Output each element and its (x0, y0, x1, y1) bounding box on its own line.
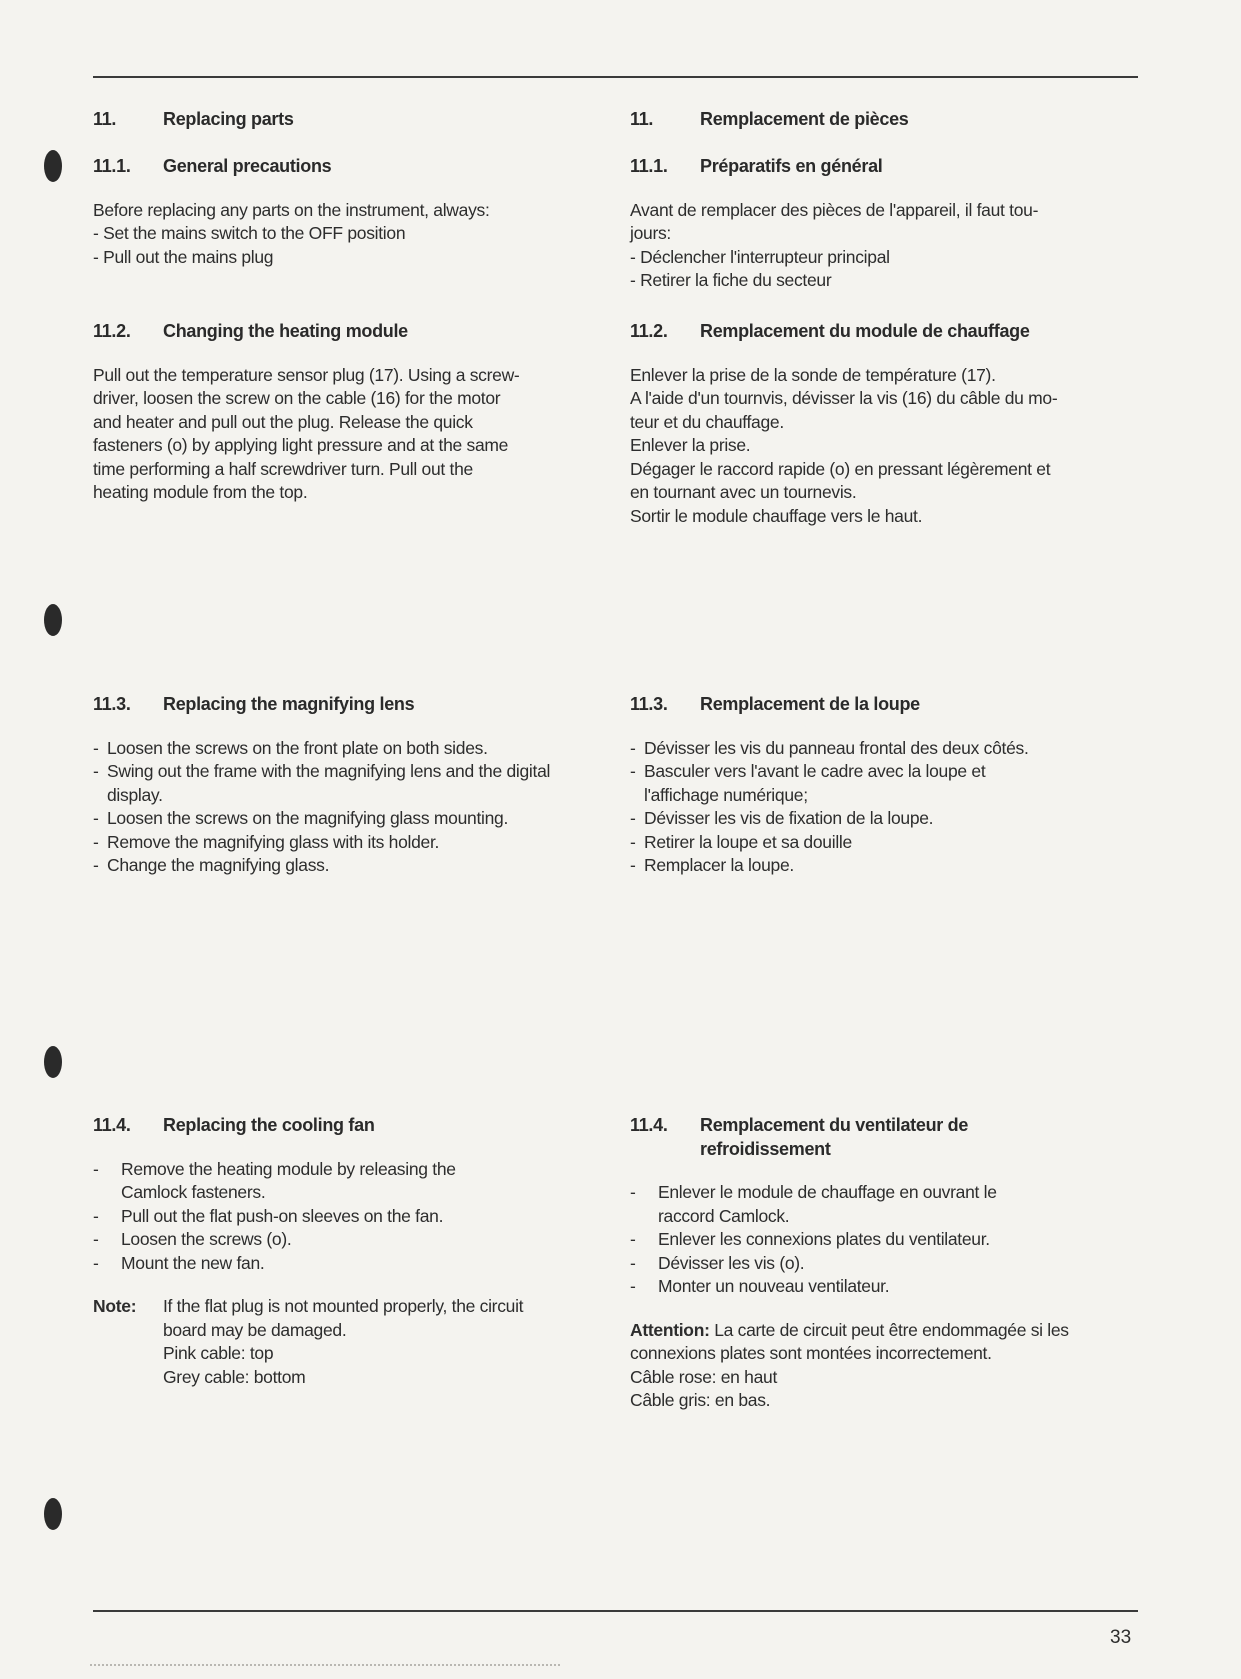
fr-heading-main (630, 108, 1120, 132)
heading-title: Préparatifs en général (700, 156, 883, 176)
attention-text: La carte de circuit peut être endommagée si les connexions plates sont montées incorrectement. (630, 1319, 1069, 1363)
text-line: board may be damaged. (163, 1319, 347, 1340)
en-heading-fan (93, 1114, 583, 1138)
list-item: - Mount the new fan. (93, 1252, 513, 1276)
fr-precautions-text (630, 199, 1120, 293)
heading-title: Replacing the cooling fan (163, 1115, 375, 1135)
list-item: - Loosen the screws (o). (93, 1228, 513, 1252)
list-item: - Enlever les connexions plates du ventilateur. (630, 1228, 1050, 1252)
fr-fan-steps (630, 1181, 1050, 1299)
note-body (163, 1295, 583, 1389)
text-line: and heater and pull out the plug. Release the quick (93, 411, 473, 432)
fr-heating-text (630, 364, 1120, 529)
heading-number: 11.2. (630, 321, 668, 341)
list-item: - Dévisser les vis du panneau frontal des deux côtés. (630, 737, 1120, 761)
text-line: Câble gris: en bas. (630, 1390, 771, 1410)
note-label: Note: (93, 1296, 137, 1316)
heading-title-line: Remplacement du ventilateur de (700, 1115, 969, 1135)
text-line: - Set the mains switch to the OFF position (93, 223, 406, 243)
list-item: - Monter un nouveau ventilateur. (630, 1275, 1050, 1299)
bottom-rule (93, 1610, 1138, 1612)
en-heading-precautions (93, 155, 583, 179)
attention-label: Attention: (630, 1319, 710, 1340)
text-line: Enlever la prise. (630, 435, 751, 455)
list-item: - Remplacer la loupe. (630, 854, 1120, 878)
heading-title: Remplacement du module de chauffage (700, 321, 1030, 341)
binder-hole (44, 1498, 62, 1530)
text-line: time performing a half screwdriver turn. Pull out the (93, 458, 473, 479)
en-precautions-text (93, 199, 583, 270)
heading-title: General precautions (163, 156, 332, 176)
text-line: fasteners (o) by applying light pressure and at the same (93, 435, 509, 455)
en-lens-steps (93, 737, 583, 878)
list-item: - Basculer vers l'avant le cadre avec la loupe et l'affichage numérique; (630, 760, 1044, 807)
list-item: - Pull out the flat push-on sleeves on the fan. (93, 1205, 513, 1229)
heading-title: Replacing the magnifying lens (163, 694, 415, 714)
text-line: driver, loosen the screw on the cable (16) for the motor (93, 388, 501, 408)
list-item: - Change the magnifying glass. (93, 854, 583, 878)
text-line: If the flat plug is not mounted properly, the circuit (163, 1296, 524, 1316)
fr-heading-heating (630, 320, 1120, 344)
fr-heading-precautions (630, 155, 1120, 179)
text-line: Pull out the temperature sensor plug (17). Using a screw- (93, 364, 520, 385)
en-section-main (93, 108, 583, 152)
en-heating-text (93, 364, 583, 505)
list-item: - Swing out the frame with the magnifying lens and the digital display. (93, 760, 567, 807)
fr-lens-steps (630, 737, 1120, 878)
list-item: - Dévisser les vis de fixation de la loupe. (630, 807, 1120, 831)
fr-section-heating (630, 320, 1120, 528)
text-line: heating module from the top. (93, 482, 308, 502)
en-heading-heating (93, 320, 583, 344)
text-line: jours: (630, 223, 671, 243)
en-section-fan (93, 1114, 583, 1389)
fr-heading-lens (630, 693, 1120, 717)
text-line: Enlever la prise de la sonde de température (17). (630, 364, 996, 385)
text-line: Câble rose: en haut (630, 1366, 778, 1387)
en-fan-steps (93, 1158, 513, 1276)
heading-number: 11.3. (630, 694, 668, 714)
list-item: - Loosen the screws on the magnifying glass mounting. (93, 807, 583, 831)
text-line: Dégager le raccord rapide (o) en pressant légèrement et (630, 458, 1051, 479)
en-section-precautions (93, 155, 583, 269)
text-line: Before replacing any parts on the instrument, always: (93, 199, 490, 220)
heading-number: 11. (93, 109, 117, 129)
heading-number: 11. (630, 109, 654, 129)
heading-title: Changing the heating module (163, 321, 408, 341)
en-section-lens (93, 693, 583, 878)
text-line: Pink cable: top (163, 1343, 274, 1363)
text-line: Sortir le module chauffage vers le haut. (630, 505, 923, 526)
fr-section-main (630, 108, 1120, 152)
en-heading-lens (93, 693, 583, 717)
heading-number: 11.4. (630, 1115, 668, 1135)
heading-title (700, 1114, 1120, 1161)
fr-section-precautions (630, 155, 1120, 293)
text-line: A l'aide d'un tournvis, dévisser la vis (16) du câble du mo- (630, 388, 1058, 408)
heading-title-line: refroidissement (700, 1138, 831, 1159)
en-fan-note (93, 1295, 583, 1389)
text-line: en tournant avec un tournevis. (630, 482, 857, 502)
scan-smudge (90, 1664, 560, 1669)
text-line: - Déclencher l'interrupteur principal (630, 246, 890, 267)
fr-section-fan (630, 1114, 1120, 1413)
text-line: - Retirer la fiche du secteur (630, 270, 832, 290)
list-item: - Retirer la loupe et sa douille (630, 831, 1120, 855)
top-rule (93, 76, 1138, 78)
list-item: - Enlever le module de chauffage en ouvrant le raccord Camlock. (630, 1181, 1050, 1228)
binder-hole (44, 150, 62, 182)
list-item: - Remove the heating module by releasing the Camlock fasteners. (93, 1158, 513, 1205)
heading-title: Remplacement de la loupe (700, 694, 920, 714)
binder-hole (44, 1046, 62, 1078)
heading-number: 11.1. (630, 156, 668, 176)
heading-number: 11.2. (93, 321, 131, 341)
heading-number: 11.4. (93, 1115, 131, 1135)
list-item: - Dévisser les vis (o). (630, 1252, 1050, 1276)
text-line: teur et du chauffage. (630, 411, 784, 432)
heading-number: 11.3. (93, 694, 131, 714)
fr-fan-attention (630, 1319, 1120, 1413)
text-line: Grey cable: bottom (163, 1366, 306, 1387)
en-section-heating (93, 320, 583, 505)
heading-title: Remplacement de pièces (700, 109, 909, 129)
en-heading-main (93, 108, 583, 132)
binder-hole (44, 604, 62, 636)
page-number: 33 (1110, 1627, 1132, 1648)
heading-number: 11.1. (93, 156, 131, 176)
fr-section-lens (630, 693, 1120, 878)
fr-heading-fan (630, 1114, 1120, 1161)
list-item: - Loosen the screws on the front plate on both sides. (93, 737, 583, 761)
text-line: - Pull out the mains plug (93, 246, 274, 267)
text-line: Avant de remplacer des pièces de l'appareil, il faut tou- (630, 199, 1039, 220)
list-item: - Remove the magnifying glass with its holder. (93, 831, 583, 855)
heading-title: Replacing parts (163, 109, 294, 129)
